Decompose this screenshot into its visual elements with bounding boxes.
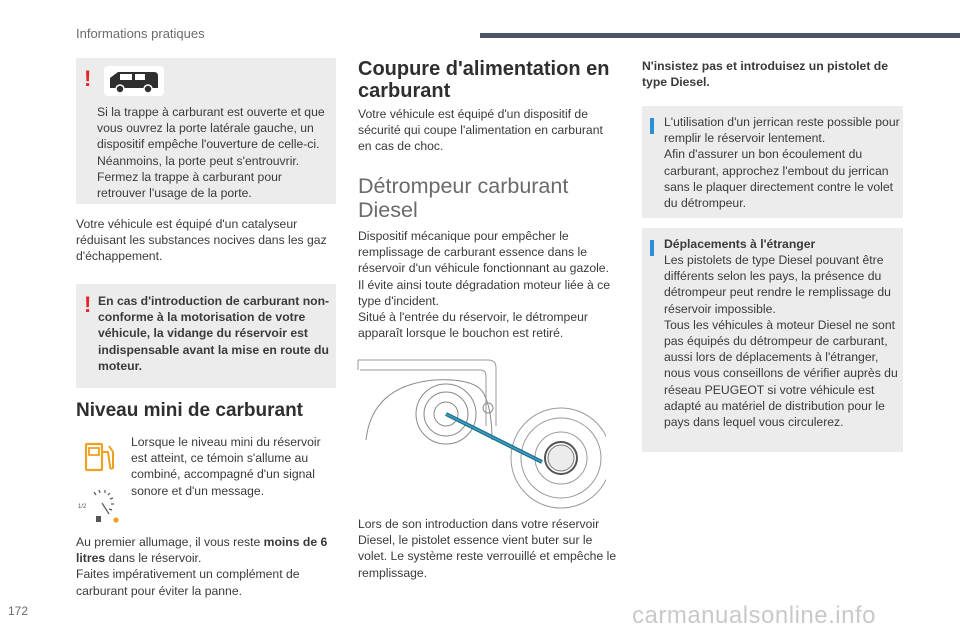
- low-fuel-text: Au premier allumage, il vous reste moins de 6 litres dans le réservoir. Faites impérativement un complément de carburant pour éviter la panne.: [76, 535, 328, 598]
- page-number: 172: [8, 604, 29, 618]
- etranger-text: Les pistolets de type Diesel pouvant être différents selon les pays, la présence du détrompeur peut rendre le remplissage du réservoir impossible. Tous les véhicules à moteur Diesel ne sont pas équipés du détrompeur de carburant, aussi lors de déplacements à l'étranger, nous vous conseillons de vérifier auprès du réseau PEUGEOT si votre véhicule est adapté au matériel de distribution pour le pays dans lequel vous circulerez.: [664, 253, 898, 430]
- detrompeur-description: Dispositif mécanique pour empêcher le remplissage de carburant essence dans le réservoir d'un véhicule fonctionnant au gazole. Il évite ainsi toute dégradation moteur liée à ce type d'incident. Situé à l'entrée du réservoir, le détrompeur apparaît lorsque le bouchon est retiré.: [358, 229, 611, 341]
- gauge-half-label: 1/2: [78, 504, 87, 510]
- info-box-etranger: [642, 228, 903, 452]
- fuel-gauge-icon: [78, 486, 124, 526]
- info-box-jerrican: [642, 106, 903, 218]
- warning-box-carburant: [76, 284, 336, 388]
- warning-icon: !: [84, 66, 92, 91]
- catalyst-text: Votre véhicule est équipé d'un catalyseur réduisant les substances nocives dans les gaz d'échappement.: [76, 217, 327, 264]
- header-bar: [480, 33, 960, 38]
- warning-box-trappe: [76, 58, 336, 204]
- section-header: Informations pratiques: [76, 26, 205, 41]
- warning-carburant-text: En cas d'introduction de carburant non-conforme à la motorisation de votre véhicule, la vidange du réservoir est indispensable avant la mise en route du moteur.: [98, 294, 330, 373]
- cutoff-text: Votre véhicule est équipé d'un dispositif de sécurité qui coupe l'alimentation en carburant en cas de choc.: [358, 107, 603, 154]
- lamp-description: Lorsque le niveau mini du réservoir est atteint, ce témoin s'allume au combiné, accompagné d'un signal sonore et d'un message.: [131, 435, 321, 498]
- info-icon: [650, 240, 654, 256]
- warning-trappe-text: Si la trappe à carburant est ouverte et que vous ouvrez la porte latérale gauche, un dispositif empêche l'ouverture de celle-ci. Néanmoins, la porte peut s'entrouvrir. Fermez la trappe à carburant pour retrouver l'usage de la porte.: [97, 105, 325, 201]
- fuel-pump-icon: [84, 440, 118, 474]
- van-icon: [104, 66, 164, 96]
- subsection-title-detrompeur: Détrompeur carburant Diesel: [358, 174, 569, 222]
- fuel-filler-illustration: [356, 354, 606, 514]
- section-title-niveau-mini: Niveau mini de carburant: [76, 400, 304, 421]
- diesel-advice-text: N'insistez pas et introduisez un pistolet de type Diesel.: [642, 59, 889, 90]
- info-icon: [650, 118, 654, 134]
- etranger-title: Déplacements à l'étranger: [664, 237, 816, 251]
- insertion-text: Lors de son introduction dans votre réservoir Diesel, le pistolet essence vient buter sur le volet. Le système reste verrouillé et empêche le remplissage.: [358, 517, 617, 580]
- watermark: carmanualsonline.info: [632, 602, 876, 629]
- warning-icon: !: [84, 292, 92, 317]
- section-title-coupure: Coupure d'alimentation en carburant: [358, 58, 610, 102]
- jerrican-text: L'utilisation d'un jerrican reste possible pour remplir le réservoir lentement. Afin d'assurer un bon écoulement du carburant, approchez l'embout du jerrican sans le plaquer directement contre le volet du détrompeur.: [664, 115, 900, 211]
